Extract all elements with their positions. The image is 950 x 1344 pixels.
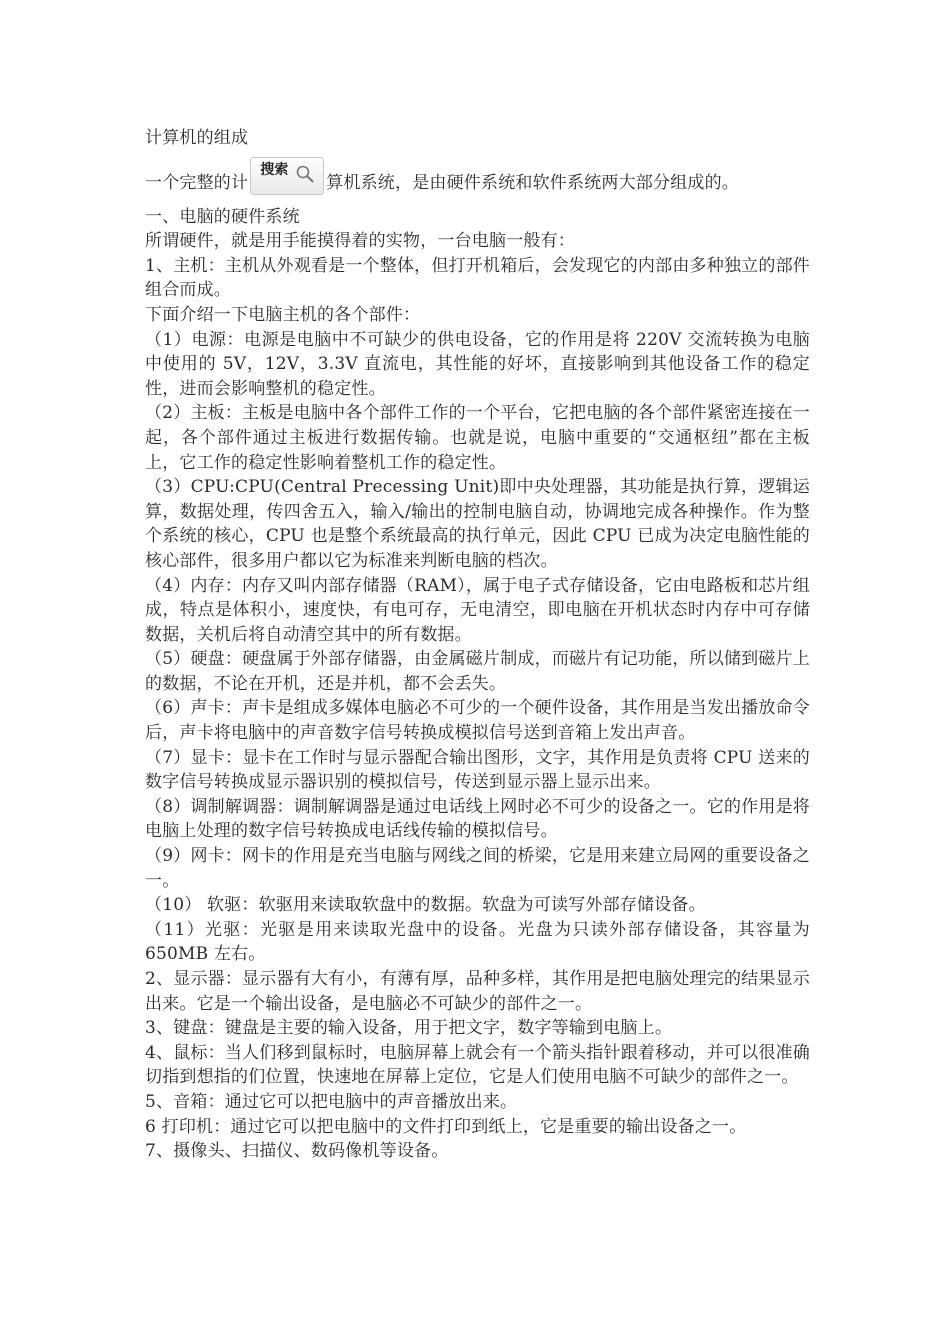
paragraph: （3）CPU:CPU(Central Precessing Unit)即中央处理器，其功能是执行算，逻辑运算，数据处理，传四舍五入，输入/输出的控制电脑自动，协调地完成各种操作。作为整个系统的核心，CPU 也是整个系统最高的执行单元，因此 CPU 已成为决定电脑性能的核心部件，很多用户都以它为标准来判断电脑的档次。	[145, 477, 810, 571]
paragraph: （4）内存：内存又叫内部存储器（RAM），属于电子式存储设备，它由电路板和芯片组成，特点是体积小，速度快，有电可存，无电清空，即电脑在开机状态时内存中可存储数据，关机后将自动清空其中的所有数据。	[145, 575, 810, 645]
paragraph: （1）电源：电源是电脑中不可缺少的供电设备，它的作用是将 220V 交流转换为电脑中使用的 5V，12V，3.3V 直流电，其性能的好坏，直接影响到其他设备工作的稳定性，进而会影响整机的稳定性。	[145, 329, 810, 399]
magnifier-icon	[295, 164, 315, 184]
paragraph: 4、鼠标：当人们移到鼠标时，电脑屏幕上就会有一个箭头指针跟着移动，并可以很准确切指到想指的们位置，快速地在屏幕上定位，它是人们使用电脑不可缺少的部件之一。	[145, 1042, 810, 1088]
paragraph: 6 打印机：通过它可以把电脑中的文件打印到纸上，它是重要的输出设备之一。	[145, 1116, 747, 1137]
paragraph: 1、主机：主机从外观看是一个整体，但打开机箱后，会发现它的内部由多种独立的部件组合而成。	[145, 255, 810, 301]
paragraph: （10） 软驱：软驱用来读取软盘中的数据。软盘为可读写外部存储设备。	[145, 895, 706, 916]
document-body	[145, 126, 810, 1164]
search-button-label: 搜索	[260, 162, 289, 179]
paragraph-list	[145, 205, 810, 1164]
paragraph: 一、电脑的硬件系统	[145, 206, 300, 227]
paragraph: 所谓硬件，就是用手能摸得着的实物，一台电脑一般有：	[145, 231, 575, 252]
paragraph: 下面介绍一下电脑主机的各个部件：	[145, 304, 421, 325]
paragraph: （2）主板：主板是电脑中各个部件工作的一个平台，它把电脑的各个部件紧密连接在一起，各个部件通过主板进行数据传输。也就是说，电脑中重要的“交通枢纽”都在主板上，它工作的稳定性影响着整机工作的稳定性。	[145, 403, 810, 473]
paragraph: 5、音箱：通过它可以把电脑中的声音播放出来。	[145, 1091, 518, 1112]
paragraph: （11）光驱：光驱是用来读取光盘中的设备。光盘为只读外部存储设备，其容量为 650MB 左右。	[145, 919, 810, 965]
search-button[interactable]	[250, 157, 324, 195]
intro-text-before: 一个完整的计	[145, 173, 249, 194]
paragraph: （6）声卡：声卡是组成多媒体电脑必不可少的一个硬件设备，其作用是当发出播放命令后，声卡将电脑中的声音数字信号转换成模拟信号送到音箱上发出声音。	[145, 698, 810, 744]
paragraph: 3、键盘：键盘是主要的输入设备，用于把文字，数字等输到电脑上。	[145, 1018, 673, 1039]
intro-text-after: 算机系统，是由硬件系统和软件系统两大部分组成的。	[326, 173, 740, 194]
paragraph: （7）显卡：显卡在工作时与显示器配合输出图形，文字，其作用是负责将 CPU 送来的数字信号转换成显示器识别的模拟信号，传送到显示器上显示出来。	[145, 747, 810, 793]
document-title: 计算机的组成	[145, 128, 249, 148]
paragraph: （8）调制解调器：调制解调器是通过电话线上网时必不可少的设备之一。它的作用是将电脑上处理的数字信号转换成电话线传输的模拟信号。	[145, 796, 810, 842]
paragraph: （5）硬盘：硬盘属于外部存储器，由金属磁片制成，而磁片有记功能，所以储到磁片上的数据，不论在开机，还是并机，都不会丢失。	[145, 649, 810, 694]
paragraph: 7、摄像头、扫描仪、数码像机等设备。	[145, 1141, 449, 1162]
paragraph: （9）网卡：网卡的作用是充当电脑与网线之间的桥梁，它是用来建立局网的重要设备之一。	[145, 846, 810, 891]
paragraph: 2、显示器：显示器有大有小，有薄有厚，品种多样，其作用是把电脑处理完的结果显示出来。它是一个输出设备，是电脑必不可缺少的部件之一。	[145, 969, 810, 1014]
intro-line	[145, 153, 810, 199]
